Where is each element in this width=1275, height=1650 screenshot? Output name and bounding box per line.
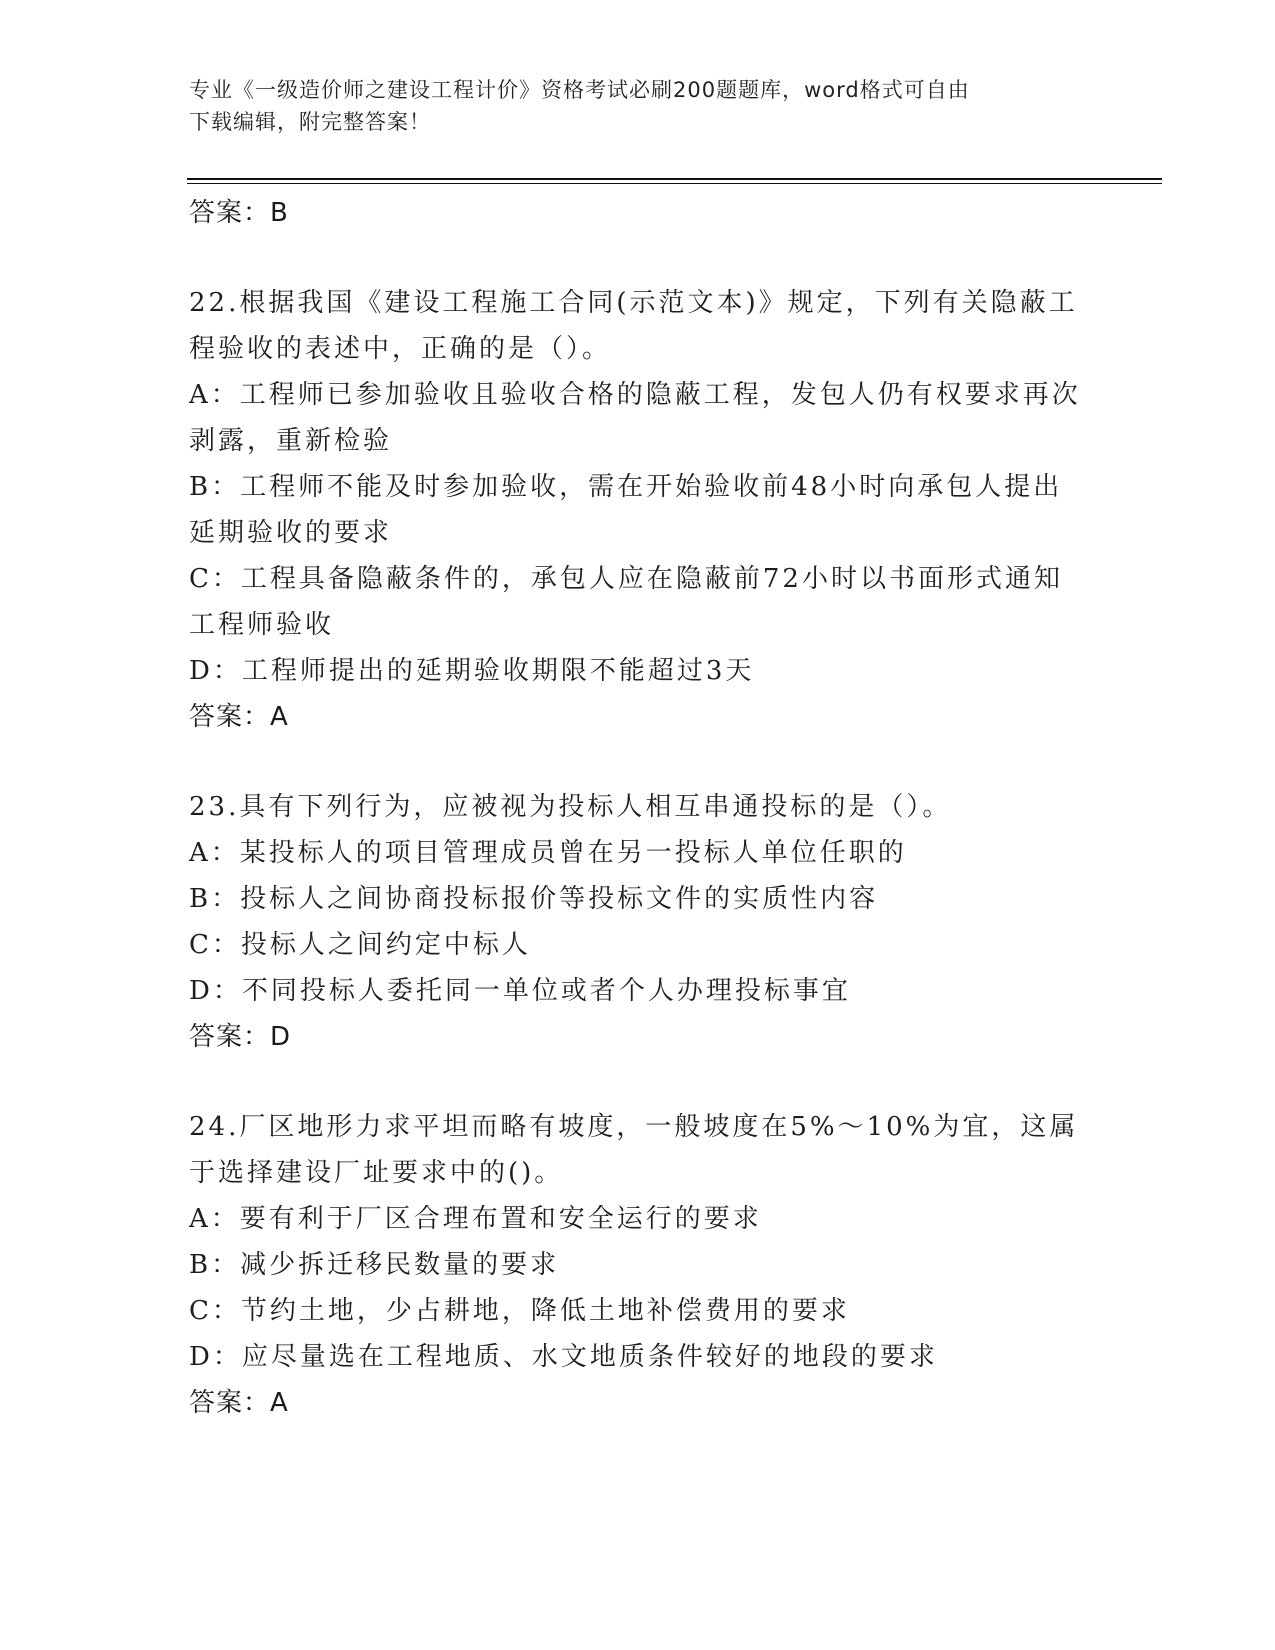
spacer [189, 1060, 1149, 1104]
option-a: A：要有利于厂区合理布置和安全运行的要求 [189, 1204, 762, 1234]
answer-label: 答案：D [189, 1022, 292, 1052]
answer-label: 答案：A [189, 1388, 289, 1418]
previous-answer: 答案：B [189, 198, 289, 228]
option-d: D：应尽量选在工程地质、水文地质条件较好的地段的要求 [189, 1342, 938, 1372]
spacer [189, 740, 1149, 784]
answer-label: 答案：A [189, 702, 289, 732]
question-list [189, 190, 1149, 1426]
option-c: C：工程具备隐蔽条件的，承包人应在隐蔽前72小时以书面形式通知 [189, 564, 1063, 594]
option-a: 剥露，重新检验 [189, 426, 393, 456]
option-b: B：投标人之间协商投标报价等投标文件的实质性内容 [189, 884, 879, 914]
spacer [189, 236, 1149, 280]
option-a: A：工程师已参加验收且验收合格的隐蔽工程，发包人仍有权要求再次 [189, 380, 1081, 410]
question-stem: 22.根据我国《建设工程施工合同(示范文本)》规定，下列有关隐蔽工 [189, 288, 1078, 318]
option-b: B：工程师不能及时参加验收，需在开始验收前48小时向承包人提出 [189, 472, 1063, 502]
option-a: A：某投标人的项目管理成员曾在另一投标人单位任职的 [189, 838, 907, 868]
question-stem: 于选择建设厂址要求中的()。 [189, 1158, 564, 1188]
option-c: 工程师验收 [189, 610, 335, 640]
question-22 [189, 280, 1149, 740]
option-c: C：投标人之间约定中标人 [189, 930, 531, 960]
question-23 [189, 784, 1149, 1060]
question-stem: 程验收的表述中，正确的是（）。 [189, 334, 612, 364]
option-c: C：节约土地，少占耕地，降低土地补偿费用的要求 [189, 1296, 850, 1326]
header-divider [187, 178, 1162, 180]
header-divider-thin [187, 183, 1162, 184]
question-stem: 23.具有下列行为，应被视为投标人相互串通投标的是（）。 [189, 792, 952, 822]
question-stem: 24.厂区地形力求平坦而略有坡度，一般坡度在5%～10%为宜，这属 [189, 1112, 1079, 1142]
page-header [189, 74, 1089, 138]
option-d: D：工程师提出的延期验收期限不能超过3天 [189, 656, 755, 686]
option-d: D：不同投标人委托同一单位或者个人办理投标事宜 [189, 976, 851, 1006]
option-b: B：减少拆迁移民数量的要求 [189, 1250, 560, 1280]
header-line: 专业《一级造价师之建设工程计价》资格考试必刷200题题库，word格式可自由 [189, 78, 970, 102]
option-b: 延期验收的要求 [189, 518, 393, 548]
header-line: 下载编辑，附完整答案！ [189, 110, 431, 134]
question-24 [189, 1104, 1149, 1426]
